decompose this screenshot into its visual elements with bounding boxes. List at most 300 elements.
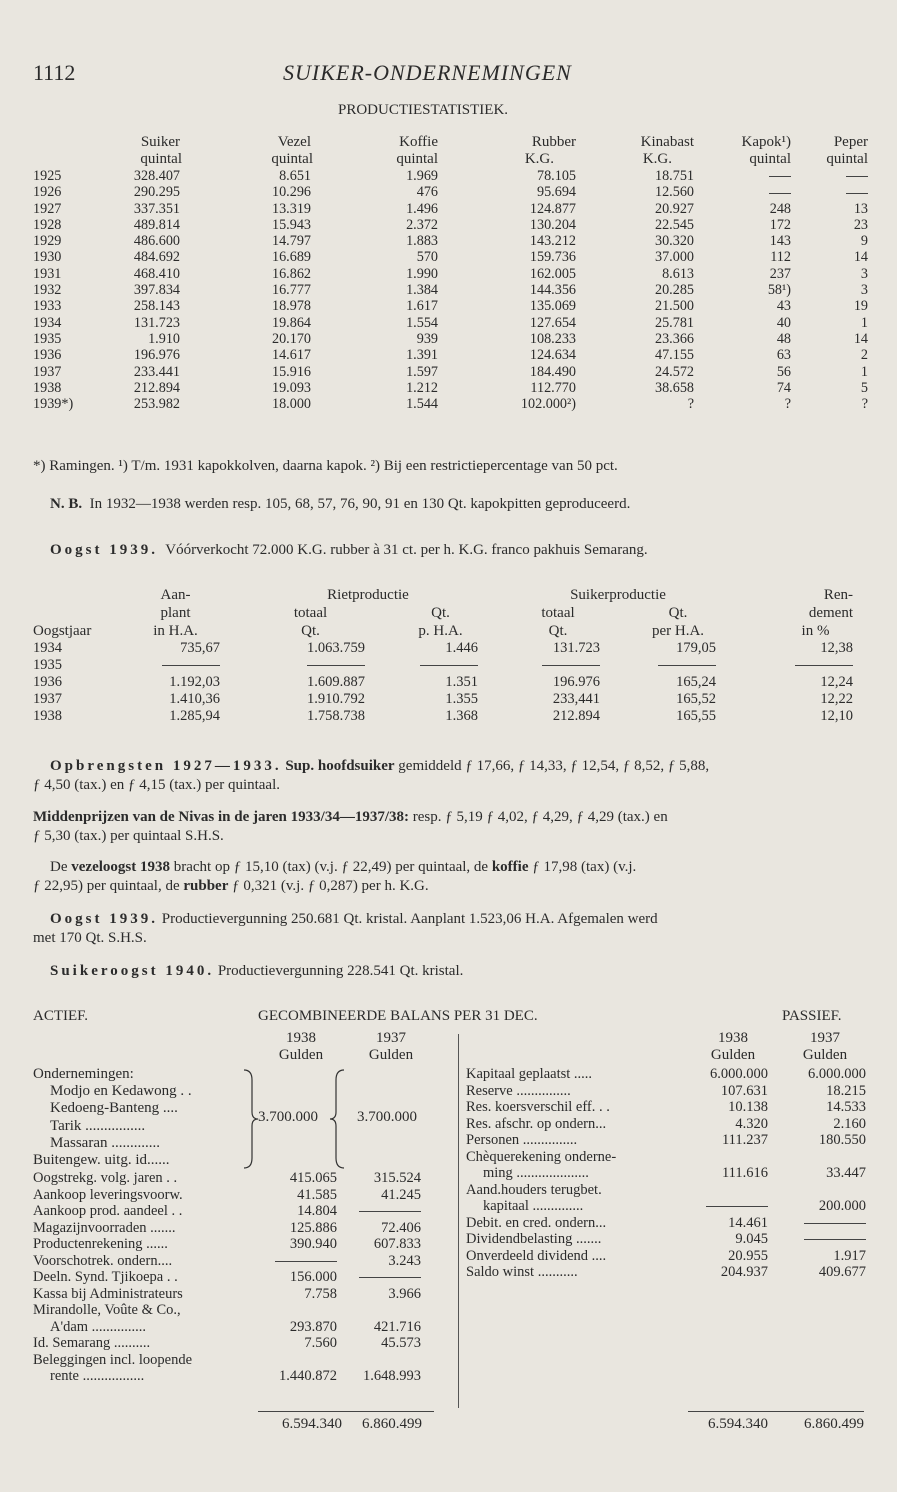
value-cell xyxy=(618,657,738,674)
balance-left-table xyxy=(33,1170,433,1385)
balance-label: Kassa bij Administrateurs xyxy=(33,1285,183,1302)
value-cell: 1.609.887 xyxy=(307,674,365,690)
balance-label: Productenrekening ...... xyxy=(33,1236,168,1252)
value-cell: 124.877 xyxy=(529,200,576,217)
production-row xyxy=(33,364,868,380)
balance-label: Mirandolle, Voûte & Co., xyxy=(33,1302,181,1318)
value-cell: 12,38 xyxy=(820,640,853,656)
balance-actief: ACTIEF. xyxy=(33,1008,89,1024)
value-cell: 3 xyxy=(860,265,868,282)
value-cell: 1.355 xyxy=(445,691,478,707)
value-cell: 15.916 xyxy=(271,363,311,380)
value-cell: 212.894 xyxy=(133,379,180,396)
value-cell: 38.658 xyxy=(654,379,694,396)
balance-label: Id. Semarang .......... xyxy=(33,1335,151,1351)
value-cell: 468.410 xyxy=(133,265,180,282)
value-cell: 19 xyxy=(853,298,868,315)
value-cell: 20.285 xyxy=(654,282,694,299)
balance-label: Aand.houders terugbet. xyxy=(466,1181,602,1198)
value-cell: 1.446 xyxy=(445,640,478,656)
balance-right-row xyxy=(466,1231,866,1248)
left-year-1937: 1937 xyxy=(376,1030,406,1046)
left-total-1938: 6.594.340 xyxy=(282,1416,342,1432)
value-cell: 290.295 xyxy=(133,184,180,201)
value-cell: 16.689 xyxy=(271,249,311,266)
dash-rule xyxy=(769,176,791,177)
balance-value-1938 xyxy=(258,1302,343,1319)
value-cell: 15.943 xyxy=(271,216,311,233)
balance-divider xyxy=(458,1034,459,1408)
production-row xyxy=(33,184,868,200)
harvest-row xyxy=(33,708,853,725)
balance-label: Aankoop prod. aandeel . . xyxy=(33,1203,183,1219)
balance-right-table xyxy=(466,1066,866,1281)
balance-value-1938: 7.560 xyxy=(304,1335,337,1351)
oogst2-text-2: met 170 Qt. S.H.S. xyxy=(33,930,147,946)
value-cell: 939 xyxy=(416,330,438,347)
value-cell: 16.777 xyxy=(271,282,311,299)
balance-right-row xyxy=(466,1132,866,1149)
balance-value-1938: 204.937 xyxy=(720,1264,768,1280)
balance-value-1937 xyxy=(776,1149,866,1166)
value-cell: 1.391 xyxy=(406,347,438,364)
production-row xyxy=(33,331,868,347)
harvest-header: Qt. xyxy=(431,605,450,621)
balance-value-1938: 107.631 xyxy=(720,1082,768,1099)
value-cell: 5 xyxy=(860,379,868,396)
harvest-header: totaal xyxy=(293,605,328,621)
value-cell: 144.356 xyxy=(529,282,576,299)
value-cell: 127.654 xyxy=(529,314,576,331)
value-cell: 58¹) xyxy=(767,282,791,299)
year-cell: 1929 xyxy=(33,233,62,250)
opbrengsten-text: gemiddeld ƒ 17,66, ƒ 14,33, ƒ 12,54, ƒ 8,52, ƒ 5,88, xyxy=(398,758,710,774)
nb-label: N. B. xyxy=(50,496,83,512)
dash-rule xyxy=(162,665,220,666)
right-unit: Gulden xyxy=(710,1047,756,1063)
value-cell xyxy=(795,184,868,200)
value-cell: 95.694 xyxy=(536,184,576,201)
balance-label: Aankoop leveringsvoorw. xyxy=(33,1186,183,1203)
balance-right-row xyxy=(466,1264,866,1281)
oogst2-label: Oogst 1939. xyxy=(50,911,158,927)
harvest-header: Qt. xyxy=(668,605,688,621)
value-cell xyxy=(795,168,868,184)
value-cell: 8.651 xyxy=(279,168,311,184)
value-cell: 1.285,94 xyxy=(169,708,220,724)
year-cell: 1939*) xyxy=(33,396,74,413)
balance-left-row xyxy=(33,1352,433,1369)
value-cell: 1 xyxy=(860,314,868,331)
year-cell: 1932 xyxy=(33,282,62,299)
oogst-text: Vóórverkocht 72.000 K.G. rubber à 31 ct. per h. K.G. franco pakhuis Semarang. xyxy=(165,542,648,558)
production-row xyxy=(33,168,868,184)
col-unit: K.G. xyxy=(642,151,672,167)
balance-label: Onverdeeld dividend .... xyxy=(466,1247,607,1264)
production-row xyxy=(33,315,868,331)
nb-paragraph xyxy=(50,496,630,513)
dash-rule xyxy=(804,1239,866,1240)
year-cell: 1936 xyxy=(33,347,62,364)
balance-left-row xyxy=(33,1220,433,1237)
balance-value-1938: 1.440.872 xyxy=(279,1368,337,1384)
value-cell: 19.864 xyxy=(271,314,311,331)
value-cell: 1.351 xyxy=(445,674,478,690)
balance-value-1938: 415.065 xyxy=(289,1170,337,1186)
value-cell: 21.500 xyxy=(654,298,694,315)
balance-label: Personen ............... xyxy=(466,1132,578,1148)
value-cell: 184.490 xyxy=(529,363,576,380)
left-year-1938: 1938 xyxy=(286,1030,316,1046)
balance-value-1938: 111.237 xyxy=(721,1132,768,1148)
balance-label: Oogstrekg. volg. jaren . . xyxy=(33,1170,178,1186)
oogst2-paragraph xyxy=(33,910,868,948)
value-cell: 1.554 xyxy=(406,314,438,331)
production-footnote: *) Ramingen. ¹) T/m. 1931 kapokkolven, daarna kapok. ²) Bij een restrictiepercentage van 50 pct. xyxy=(33,458,618,474)
dash-rule xyxy=(706,1206,768,1207)
balance-label: Res. afschr. op ondern... xyxy=(466,1115,607,1132)
harvest-row xyxy=(33,657,853,674)
balance-value-1937: 180.550 xyxy=(818,1132,866,1148)
brace-item: Modjo en Kedawong . . xyxy=(50,1083,192,1100)
balance-label: Voorschotrek. ondern.... xyxy=(33,1252,173,1269)
balance-value-1938: 156.000 xyxy=(289,1269,337,1285)
value-cell: ? xyxy=(861,396,868,413)
value-cell: 233.441 xyxy=(133,363,180,380)
value-cell: 1.192,03 xyxy=(169,674,220,690)
harvest-row xyxy=(33,640,853,657)
year-cell: 1936 xyxy=(33,674,62,690)
value-cell: 165,24 xyxy=(676,674,716,690)
value-cell: 18.978 xyxy=(271,298,311,315)
col-unit: quintal xyxy=(396,151,438,167)
balance-value-1937 xyxy=(343,1302,433,1319)
left-unit: Gulden xyxy=(278,1047,324,1063)
balance-value-1937: 421.716 xyxy=(373,1318,421,1335)
value-cell: 108.233 xyxy=(529,330,576,347)
year-cell: 1930 xyxy=(33,249,62,266)
harvest-header: per H.A. xyxy=(651,623,705,639)
col-unit: quintal xyxy=(749,151,791,167)
value-cell: 3 xyxy=(860,282,868,299)
production-row xyxy=(33,266,868,282)
year-cell: 1938 xyxy=(33,708,62,724)
col-header: Vezel xyxy=(277,134,311,150)
harvest-header-row-3 xyxy=(33,622,853,640)
value-cell: 22.545 xyxy=(654,216,694,233)
value-cell: 484.692 xyxy=(133,249,180,266)
value-cell: 20.170 xyxy=(271,330,311,347)
balance-value-1937: 200.000 xyxy=(818,1198,866,1214)
year-cell: 1925 xyxy=(33,168,62,184)
value-cell: 1.212 xyxy=(406,379,438,396)
balance-value-1937: 409.677 xyxy=(818,1264,866,1280)
value-cell: 48 xyxy=(776,330,791,347)
value-cell xyxy=(700,168,795,184)
col-unit: quintal xyxy=(140,151,182,167)
harvest-row xyxy=(33,674,853,691)
value-cell: 1.597 xyxy=(406,363,438,380)
value-cell: 12.560 xyxy=(654,184,694,201)
balance-label: Magazijnvoorraden ....... xyxy=(33,1219,176,1236)
brace-item: Buitengew. uitg. id...... xyxy=(33,1151,170,1168)
production-title: PRODUCTIESTATISTIEK. xyxy=(338,102,509,118)
production-row xyxy=(33,347,868,363)
col-header: Suiker xyxy=(140,134,180,150)
balance-value-1938 xyxy=(258,1352,343,1369)
production-unit-row xyxy=(33,151,868,168)
balance-left-row xyxy=(33,1236,433,1253)
value-cell: 18.751 xyxy=(654,168,694,184)
dash-rule xyxy=(804,1223,866,1224)
balance-value-1938: 14.804 xyxy=(297,1203,337,1219)
harvest-header: p. H.A. xyxy=(418,623,463,639)
value-cell: 1.617 xyxy=(406,298,438,315)
year-cell: 1935 xyxy=(33,657,62,673)
brace-item: Ondernemingen: xyxy=(33,1066,134,1082)
balance-value-1937: 41.245 xyxy=(381,1186,421,1203)
balance-left-row xyxy=(33,1319,433,1336)
balance-right-row xyxy=(466,1198,866,1215)
balance-value-1937 xyxy=(343,1352,433,1369)
value-cell: 1.410,36 xyxy=(169,691,220,707)
value-cell: 2 xyxy=(860,347,868,364)
balance-value-1937 xyxy=(343,1203,433,1220)
opbrengsten-label: Opbrengsten 1927—1933. xyxy=(50,758,282,774)
production-row xyxy=(33,380,868,396)
harvest-header: Qt. xyxy=(301,623,320,639)
value-cell: 14.617 xyxy=(271,347,311,364)
value-cell: 179,05 xyxy=(676,640,716,656)
balance-value-1937: 45.573 xyxy=(381,1335,421,1351)
dash-rule xyxy=(846,176,868,177)
balance-left-row xyxy=(33,1203,433,1220)
harvest-header: Ren- xyxy=(823,587,853,603)
value-cell: 1.063.759 xyxy=(307,640,365,656)
right-total-rule xyxy=(688,1411,864,1412)
dash-rule xyxy=(359,1277,421,1278)
balance-left-row xyxy=(33,1302,433,1319)
dash-rule xyxy=(846,193,868,194)
value-cell: 47.155 xyxy=(654,347,694,364)
nb-text: In 1932—1938 werden resp. 105, 68, 57, 76, 90, 91 en 130 Qt. kapokpitten geproduceerd. xyxy=(89,496,631,512)
year-cell: 1934 xyxy=(33,314,62,331)
balance-value-1938 xyxy=(686,1149,776,1166)
value-cell: 165,55 xyxy=(676,708,716,724)
balance-left-row xyxy=(33,1368,433,1385)
dash-rule xyxy=(795,665,853,666)
harvest-header-row-2 xyxy=(33,604,853,622)
value-cell: 130.204 xyxy=(529,216,576,233)
rubber-bold: rubber xyxy=(183,878,229,894)
production-row xyxy=(33,396,868,412)
col-header: Peper xyxy=(833,134,868,150)
value-cell: 8.613 xyxy=(662,265,694,282)
value-cell: 258.143 xyxy=(133,298,180,315)
balance-left-row xyxy=(33,1269,433,1286)
running-head: SUIKER-ONDERNEMINGEN xyxy=(283,60,572,85)
balance-value-1937: 3.966 xyxy=(388,1285,421,1302)
balance-left-row xyxy=(33,1253,433,1270)
production-row xyxy=(33,233,868,249)
balance-value-1938: 10.138 xyxy=(728,1099,768,1115)
value-cell: 165,52 xyxy=(676,691,716,707)
production-table xyxy=(33,134,868,412)
value-cell: 328.407 xyxy=(133,168,180,184)
dash-rule xyxy=(307,665,365,666)
value-cell: 143 xyxy=(769,233,791,250)
balance-right-row xyxy=(466,1116,866,1133)
value-cell: 131.723 xyxy=(552,640,600,656)
page-number: 1112 xyxy=(33,60,76,85)
balance-value-1938: 293.870 xyxy=(289,1318,337,1335)
col-unit: quintal xyxy=(271,151,313,167)
left-unit: Gulden xyxy=(368,1047,414,1063)
balance-value-1938: 41.585 xyxy=(297,1186,337,1203)
balance-value-1937: 6.000.000 xyxy=(808,1066,866,1082)
opbrengsten-bold: Sup. hoofdsuiker xyxy=(285,758,395,774)
value-cell: 172 xyxy=(769,216,791,233)
value-cell: 570 xyxy=(416,249,438,266)
value-cell: 14.797 xyxy=(271,233,311,250)
year-cell: 1937 xyxy=(33,691,62,707)
vezel-post: ƒ 17,98 (tax) (v.j. xyxy=(532,859,637,875)
harvest-header-row-1 xyxy=(33,586,853,604)
production-row xyxy=(33,201,868,217)
balance-right-row xyxy=(466,1248,866,1265)
vezel-bold: vezeloogst 1938 xyxy=(71,859,170,875)
value-cell: 56 xyxy=(776,363,791,380)
balance-right-row xyxy=(466,1182,866,1199)
balance-value-1937: 3.243 xyxy=(388,1252,421,1269)
balance-value-1938: 9.045 xyxy=(735,1231,768,1247)
dash-rule xyxy=(275,1261,337,1262)
value-cell: 1.910 xyxy=(148,330,180,347)
balance-value-1938 xyxy=(686,1182,776,1199)
balance-value-1938: 390.940 xyxy=(289,1236,337,1252)
col-header: Kinabast xyxy=(640,134,694,150)
value-cell xyxy=(383,657,498,674)
value-cell: 735,67 xyxy=(180,640,220,656)
value-cell: 19.093 xyxy=(271,379,311,396)
value-cell: 40 xyxy=(776,314,791,331)
harvest-header: in % xyxy=(801,623,830,639)
value-cell: 233,441 xyxy=(552,691,600,707)
balance-right-row xyxy=(466,1066,866,1083)
value-cell: ? xyxy=(784,396,791,413)
value-cell: 14 xyxy=(853,330,868,347)
value-cell: 135.069 xyxy=(529,298,576,315)
harvest-header: Oogstjaar xyxy=(33,623,92,639)
value-cell: 18.000 xyxy=(271,396,311,413)
value-cell: 74 xyxy=(776,379,791,396)
value-cell: 1.990 xyxy=(406,265,438,282)
value-cell: 1.368 xyxy=(445,708,478,724)
vezel-line2-pre: ƒ 22,95) per quintaal, de xyxy=(33,878,180,894)
right-year-1938: 1938 xyxy=(718,1030,748,1046)
balance-title: GECOMBINEERDE BALANS PER 31 DEC. xyxy=(258,1008,538,1024)
col-header: Koffie xyxy=(399,134,438,150)
dash-rule xyxy=(359,1211,421,1212)
value-cell: 20.927 xyxy=(654,200,694,217)
value-cell xyxy=(738,657,853,674)
value-cell: 23 xyxy=(853,216,868,233)
balance-value-1938: 4.320 xyxy=(735,1115,768,1132)
vezel-line2-post: ƒ 0,321 (v.j. ƒ 0,287) per h. K.G. xyxy=(232,878,429,894)
brace-item: Tarik ................ xyxy=(50,1117,146,1134)
brace-value-1938: 3.700.000 xyxy=(258,1109,318,1125)
value-cell: 1.758.738 xyxy=(307,708,365,724)
value-cell: 1.384 xyxy=(406,282,438,299)
year-cell: 1934 xyxy=(33,640,62,656)
dash-rule xyxy=(542,665,600,666)
value-cell: 162.005 xyxy=(529,265,576,282)
year-cell: 1931 xyxy=(33,265,62,282)
brace-items xyxy=(33,1066,258,1169)
balance-right-row xyxy=(466,1215,866,1232)
balance-label: Reserve ............... xyxy=(466,1082,571,1099)
value-cell: 12,24 xyxy=(820,674,853,690)
value-cell: 14 xyxy=(853,249,868,266)
value-cell: 486.600 xyxy=(133,233,180,250)
value-cell: 1.496 xyxy=(406,200,438,217)
col-header: Rubber xyxy=(531,134,576,150)
balance-label: Chèquerekening onderne- xyxy=(466,1148,617,1165)
left-total-1937: 6.860.499 xyxy=(362,1416,422,1432)
dash-rule xyxy=(769,193,791,194)
vezel-mid: bracht op ƒ 15,10 (tax) (v.j. ƒ 22,49) per quintaal, de xyxy=(173,859,489,875)
value-cell: 10.296 xyxy=(271,184,311,201)
balance-label: A'dam ............... xyxy=(50,1318,147,1335)
value-cell: 1.544 xyxy=(406,396,438,413)
harvest-header: totaal xyxy=(541,605,575,621)
harvest-header: dement xyxy=(808,605,853,621)
opbrengsten-paragraph xyxy=(33,757,868,795)
nivas-paragraph xyxy=(33,808,868,846)
value-cell: 24.572 xyxy=(654,363,694,380)
balance-value-1937: 607.833 xyxy=(373,1236,421,1252)
harvest-header: Aan- xyxy=(160,587,191,603)
balance-value-1937: 72.406 xyxy=(381,1219,421,1236)
value-cell: 43 xyxy=(776,298,791,315)
oogst-label: Oogst 1939. xyxy=(50,542,158,558)
col-unit: K.G. xyxy=(524,151,554,167)
value-cell: 253.982 xyxy=(133,396,180,413)
balance-label: Beleggingen incl. loopende xyxy=(33,1351,193,1368)
balance-value-1937: 2.160 xyxy=(833,1115,866,1132)
page-header xyxy=(33,60,873,90)
balance-label: ming .................... xyxy=(483,1165,589,1181)
balance-value-1938: 7.758 xyxy=(304,1285,337,1302)
value-cell: 1 xyxy=(860,363,868,380)
year-cell: 1928 xyxy=(33,216,62,233)
year-cell: 1938 xyxy=(33,379,62,396)
balance-right-row xyxy=(466,1149,866,1166)
balance-left-row xyxy=(33,1335,433,1352)
balance-value-1938: 20.955 xyxy=(728,1247,768,1264)
balance-value-1938: 6.000.000 xyxy=(710,1066,768,1082)
value-cell: 159.736 xyxy=(529,249,576,266)
balance-right-row xyxy=(466,1165,866,1182)
balance-value-1938 xyxy=(258,1253,343,1270)
production-header-row xyxy=(33,134,868,151)
year-cell: 1933 xyxy=(33,298,62,315)
balance-value-1938 xyxy=(686,1198,776,1215)
brace-item: Kedoeng-Banteng .... xyxy=(50,1100,178,1117)
balance-value-1937 xyxy=(776,1231,866,1248)
balance-value-1938: 125.886 xyxy=(289,1219,337,1236)
value-cell: 397.834 xyxy=(133,282,180,299)
